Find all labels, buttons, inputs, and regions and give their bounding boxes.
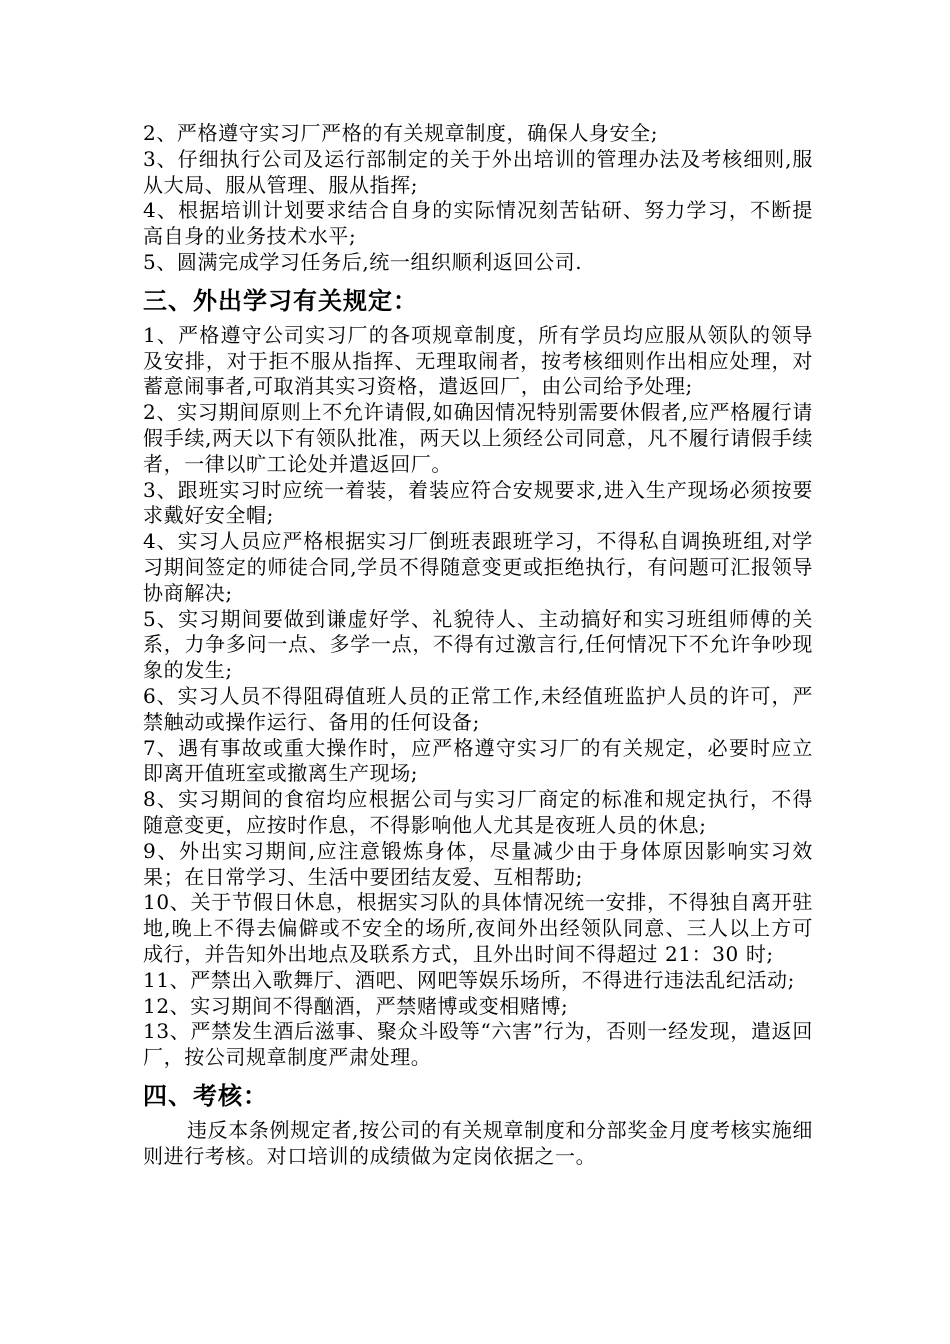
rule-item: 8、实习期间的食宿均应根据公司与实习厂商定的标准和规定执行，不得随意变更，应按时作息，不得影响他人尤其是夜班人员的休息; xyxy=(143,787,813,837)
rule-item: 5、实习期间要做到谦虚好学、礼貌待人、主动搞好和实习班组师傅的关系，力争多问一点、多学一点，不得有过激言行,任何情况下不允许争吵现象的发生; xyxy=(143,606,813,683)
rule-item: 3、仔细执行公司及运行部制定的关于外出培训的管理办法及考核细则,服从大局、服从管理、服从指挥; xyxy=(143,146,813,197)
rule-item: 5、圆满完成学习任务后,统一组织顺利返回公司. xyxy=(143,249,583,274)
rule-item: 12、实习期间不得酗酒，严禁赌博或变相赌博; xyxy=(143,993,569,1018)
rule-item: 4、实习人员应严格根据实习厂倒班表跟班学习，不得私自调换班组,对学习期间签定的师徒合同,学员不得随意变更或拒绝执行，有问题可汇报领导协商解决; xyxy=(143,529,813,605)
rule-item: 1、严格遵守公司实习厂的各项规章制度，所有学员均应服从领队的领导及安排，对于拒不服从指挥、无理取闹者，按考核细则作出相应处理，对蓄意闹事者,可取消其实习资格，遣返回厂，由公司给予处理; xyxy=(143,322,813,399)
assessment-paragraph: 违反本条例规定者,按公司的有关规章制度和分部奖金月度考核实施细则进行考核。对口培训的成绩做为定岗依据之一。 xyxy=(143,1117,813,1168)
rule-item: 11、严禁出入歌舞厅、酒吧、网吧等娱乐场所，不得进行违法乱纪活动; xyxy=(143,967,795,992)
rule-item: 3、跟班实习时应统一着装，着装应符合安规要求,进入生产现场必须按要求戴好安全帽; xyxy=(143,477,813,528)
document-body xyxy=(143,121,813,1169)
section-heading: 四、考核： xyxy=(143,1080,268,1110)
rule-item: 13、严禁发生酒后滋事、聚众斗殴等“六害”行为，否则一经发现，遣返回厂，按公司规章制度严肃处理。 xyxy=(143,1019,813,1070)
section-heading: 三、外出学习有关规定： xyxy=(143,285,418,315)
rule-item: 2、严格遵守实习厂严格的有关规章制度，确保人身安全; xyxy=(143,121,659,145)
rule-item: 2、实习期间原则上不允许请假,如确因情况特别需要休假者,应严格履行请假手续,两天以下有领队批准，两天以上须经公司同意，凡不履行请假手续者，一律以旷工论处并遣返回厂。 xyxy=(143,400,813,476)
rule-item: 9、外出实习期间,应注意锻炼身体，尽量减少由于身体原因影响实习效果；在日常学习、生活中要团结友爱、互相帮助; xyxy=(143,838,813,889)
intro-list xyxy=(143,121,813,276)
regulations-list xyxy=(143,323,813,1071)
rule-item: 4、根据培训计划要求结合自身的实际情况刻苦钻研、努力学习，不断提高自身的业务技术水平; xyxy=(143,198,813,249)
rule-item: 6、实习人员不得阻碍值班人员的正常工作,未经值班监护人员的许可，严禁触动或操作运行、备用的任何设备; xyxy=(143,683,813,734)
rule-item: 10、关于节假日休息，根据实习队的具体情况统一安排，不得独自离开驻地,晚上不得去偏僻或不安全的场所,夜间外出经领队同意、三人以上方可成行，并告知外出地点及联系方式，且外出时间不得超过 21：30 时; xyxy=(143,890,813,966)
rule-item: 7、遇有事故或重大操作时，应严格遵守实习厂的有关规定，必要时应立即离开值班室或撤离生产现场; xyxy=(143,735,813,786)
